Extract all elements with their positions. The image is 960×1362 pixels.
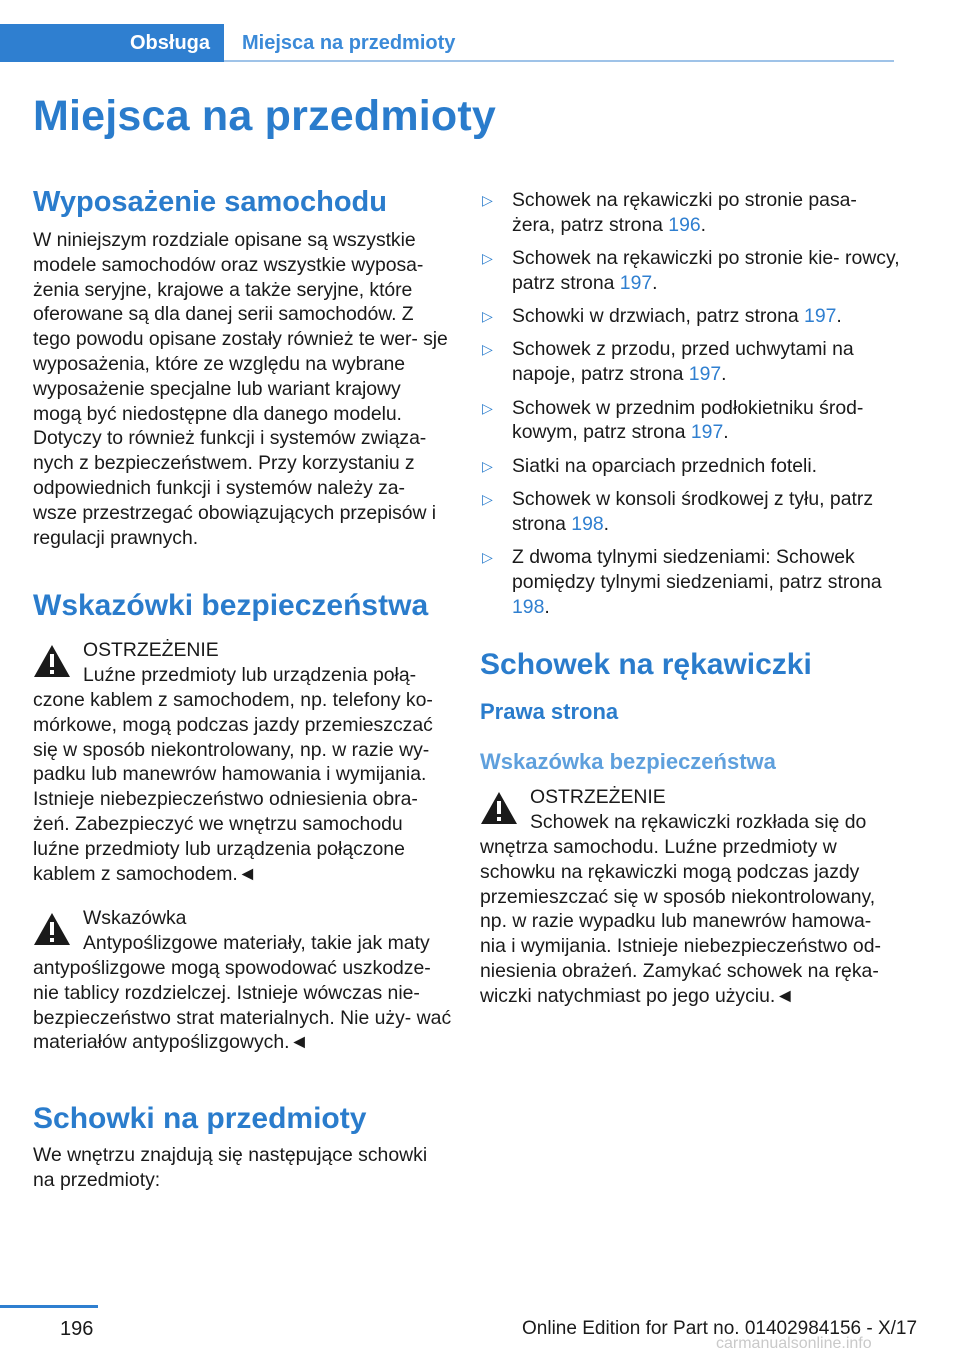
- edition-note: Online Edition for Part no. 01402984156 - X/17: [522, 1318, 918, 1339]
- chapter-tab[interactable]: Miejsca na przedmioty: [242, 32, 456, 54]
- glovebox-warning-block: [480, 785, 900, 1008]
- safety-subheading: Wskazówka bezpieczeństwa: [480, 749, 776, 775]
- equipment-heading: Wyposażenie samochodu: [33, 186, 387, 218]
- triangle-right-bullet-icon: ▷: [482, 490, 493, 507]
- page-reference-link[interactable]: 196: [668, 213, 701, 236]
- triangle-right-bullet-icon: ▷: [482, 250, 493, 267]
- list-item: [480, 337, 900, 387]
- glovebox-heading: Schowek na rękawiczki: [480, 648, 812, 682]
- warning-triangle-icon: [33, 644, 71, 678]
- equipment-text: W niniejszym rozdziale opisane są wszystkie modele samochodów oraz wszystkie wyposa- żenia seryjne, krajowe a także seryjne, które oferowane są dla danej serii samochodów. Z tego powodu opisane zostały również te wer- sje wyposażenia, które ze względu na wybrane wyposażenie specjalne lub wariant krajowy mogą być niedostępne dla danego modelu. Dotyczy to również funkcji i systemów związa- nych z bezpieczeństwem. Przy korzystaniu z odpowiednich funkcji i systemów należy za- wsze przestrzegać obowiązujących przepisów i regulacji prawnych.: [33, 229, 448, 549]
- warning-text-content: Luźne przedmioty lub urządzenia połą- czone kablem z samochodem, np. telefony ko- mórkowe, mogą podczas jazdy przemieszczać się w sposób niekontrolowany, np. w razie wy- padku lub manewrów hamowania i wymijania. Istnieje niebezpieczeństwo odniesienia obra- żeń. Zabezpieczyć we wnętrzu samochodu luźne przedmioty lub urządzenia połączone kablem z samochodem.◄: [33, 664, 433, 885]
- list-item-text: Z dwoma tylnymi siedzeniami: Schowek pomiędzy tylnymi siedzeniami, patrz strona: [512, 546, 882, 593]
- warning-triangle-icon: [33, 912, 71, 946]
- note-block: [33, 906, 453, 1055]
- triangle-right-bullet-icon: ▷: [482, 308, 493, 325]
- list-item-text: Schowek na rękawiczki po stronie pasa- żera, patrz strona: [512, 189, 857, 236]
- storage-heading: Schowki na przedmioty: [33, 1102, 367, 1136]
- page-reference-link[interactable]: 198: [512, 595, 545, 618]
- list-item: [480, 246, 900, 296]
- page-reference-link[interactable]: 197: [804, 305, 837, 328]
- list-item-end: .: [652, 271, 658, 294]
- safety-heading: Wskazówki bezpieczeństwa: [33, 589, 429, 623]
- list-item-end: .: [544, 595, 550, 618]
- list-item-end: .: [836, 305, 842, 328]
- page-reference-link[interactable]: 197: [688, 363, 722, 386]
- list-item: [480, 545, 900, 619]
- storage-text: We wnętrzu znajdują się następujące schowki na przedmioty:: [33, 1144, 428, 1191]
- page-title: Miejsca na przedmioty: [33, 92, 497, 140]
- glovebox-warning-text-content: Schowek na rękawiczki rozkłada się do wnętrza samochodu. Luźne przedmioty w schowku na rękawiczki mogą podczas jazdy przemieszczać się w sposób niekontrolowany, np. w razie wypadku lub manewrów hamowa- nia i wymijania. Istnieje niebezpieczeństwo od- niesienia obrażeń. Zamykać schowek na ręka- wiczki natychmiast po jego użyciu.◄: [480, 811, 881, 1007]
- footer-rule: [0, 1305, 98, 1308]
- list-item-text: Siatki na oparciach przednich foteli.: [512, 454, 818, 477]
- list-item: [480, 188, 900, 238]
- list-item-end: .: [700, 213, 707, 236]
- right-column: [480, 188, 900, 1009]
- warning-triangle-icon: [480, 791, 518, 825]
- triangle-right-bullet-icon: ▷: [482, 549, 493, 566]
- list-item-text: Schowek w konsoli środkowej z tyłu, patrz strona: [512, 487, 874, 535]
- header-rule: [224, 60, 894, 62]
- storage-list: [480, 188, 900, 619]
- page-reference-link[interactable]: 197: [619, 271, 653, 294]
- triangle-right-bullet-icon: ▷: [482, 457, 493, 474]
- page-number: 196: [60, 1318, 94, 1340]
- list-item-end: .: [603, 512, 610, 535]
- triangle-right-bullet-icon: ▷: [482, 192, 493, 208]
- list-item: [480, 487, 900, 537]
- section-tab[interactable]: Obsługa: [0, 24, 224, 62]
- list-item-text: Schowek w przednim podłokietniku środ- kowym, patrz strona: [512, 396, 864, 444]
- list-item-end: .: [723, 421, 729, 444]
- left-column: [33, 184, 453, 1193]
- triangle-right-bullet-icon: ▷: [482, 399, 493, 416]
- list-item-end: .: [721, 363, 727, 386]
- list-item-text: Schowek z przodu, przed uchwytami na napoje, patrz strona: [512, 338, 854, 386]
- right-side-heading: Prawa strona: [480, 699, 619, 725]
- page-reference-link[interactable]: 198: [571, 512, 604, 535]
- warning-block: [33, 638, 453, 886]
- page-reference-link[interactable]: 197: [690, 421, 724, 444]
- list-item-text: Schowek na rękawiczki po stronie kie- rowcy, patrz strona: [512, 247, 900, 294]
- glovebox-warning-label: OSTRZEŻENIE: [530, 786, 666, 809]
- note-label: Wskazówka: [83, 907, 187, 930]
- note-text: [33, 931, 453, 1055]
- warning-label: OSTRZEŻENIE: [83, 639, 219, 662]
- note-text-content: Antypoślizgowe materiały, takie jak maty antypoślizgowe mogą spowodować uszkodze- nie tablicy rozdzielczej. Istnieje wówczas nie- bezpieczeństwo strat materialnych. Nie uży- wać materiałów antypoślizgowych.◄: [33, 932, 452, 1054]
- header-bar: [0, 24, 894, 62]
- list-item: [480, 304, 900, 329]
- list-item: [480, 396, 900, 446]
- glovebox-warning-text: [480, 810, 900, 1008]
- list-item-text: Schowki w drzwiach, patrz strona: [512, 305, 805, 328]
- warning-text: [33, 663, 453, 886]
- triangle-right-bullet-icon: ▷: [482, 341, 493, 358]
- list-item: [480, 454, 900, 479]
- watermark: carmanualsonline.info: [716, 1335, 872, 1352]
